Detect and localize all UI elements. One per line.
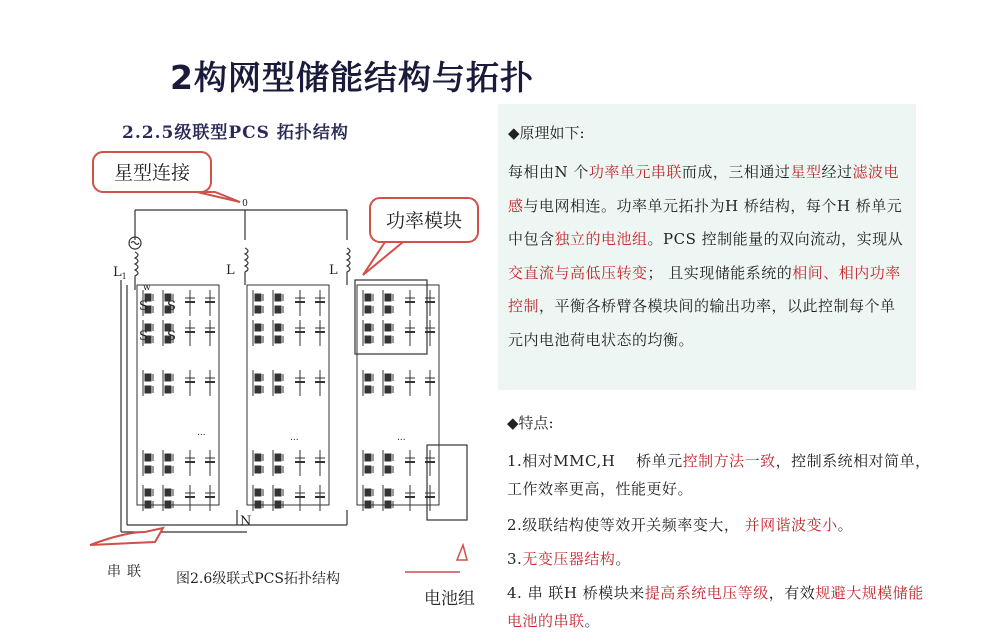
page-title: 2构网型储能结构与拓扑: [170, 58, 534, 97]
h-bridge-cell: [143, 450, 215, 476]
filter-inductors: [135, 248, 350, 285]
cascaded-pcs-topology-diagram: [85, 140, 505, 580]
body-text: ，控制系统相对简单，工作效率更高，性能更好。: [507, 452, 931, 498]
label-w: w: [143, 283, 151, 293]
features-heading: ◆特点:: [507, 414, 554, 432]
body-text: 经过: [821, 163, 853, 181]
switch-S2-label: S: [167, 299, 176, 314]
feature-item: [507, 447, 937, 503]
body-text: 与电网相连。功率单元拓扑为H 桥结构，每个H 桥单元中包含: [508, 196, 903, 248]
inductor-L2-label: L: [226, 263, 235, 278]
highlight-text: 交直流与高低压转变: [508, 263, 648, 282]
principle-heading: ◆原理如下:: [508, 124, 585, 142]
phase-column: [247, 285, 329, 511]
node-0-label: 0: [242, 199, 248, 209]
body-text: 。: [615, 550, 631, 568]
switch-S1-label: S: [139, 299, 148, 314]
top-bus: [129, 210, 347, 249]
h-bridge-cell: [253, 485, 325, 511]
highlight-text: 星型: [790, 163, 822, 181]
h-bridge-cell: [253, 370, 325, 396]
body-text: ，平衡各桥臂各模块间的输出功率，以此控制每个单元内电池荷电状态的均衡。: [508, 297, 896, 349]
h-bridge-cell: [253, 450, 325, 476]
series-label: 串联: [107, 564, 147, 580]
h-bridge-cell: [143, 320, 215, 346]
body-text: 1.相对MMC,H 桥单元: [507, 452, 683, 470]
inductor-L3-label: L: [329, 263, 338, 278]
switch-S4-label: S: [167, 329, 176, 344]
body-text: ； 且实现储能系统的: [647, 263, 793, 282]
h-bridge-cell: [363, 450, 435, 476]
principle-text: [508, 156, 908, 357]
body-text: 4. 串 联H 桥模块来: [507, 584, 645, 602]
feature-item: [507, 579, 937, 635]
principle-panel: [498, 104, 916, 390]
highlight-text: 无变压器结构: [522, 550, 616, 568]
body-text: 。: [837, 516, 854, 534]
figure-caption: 图2.6级联式PCS拓扑结构: [176, 571, 340, 587]
h-bridge-cell: [143, 485, 215, 511]
battery-group-label: 电池组: [424, 589, 475, 609]
highlight-text: 控制方法一致: [682, 452, 776, 470]
ellipsis-2: ...: [290, 433, 299, 443]
feature-item: [507, 545, 937, 573]
feature-item: [507, 511, 937, 539]
highlight-text: 相间、相内功率控制: [508, 263, 901, 315]
body-text: 2.级联结构使等效开关频率变大，: [507, 516, 745, 534]
ellipsis-3: ...: [397, 433, 406, 443]
neutral-bus: [121, 280, 347, 532]
h-bridge-cell: [253, 320, 325, 346]
h-bridge-cell: [363, 320, 435, 346]
highlight-text: 提高系统电压等级: [644, 584, 769, 602]
highlight-text: 独立的电池组: [554, 230, 648, 248]
switch-S3-label: S: [139, 329, 148, 344]
callout-star-text: 星型连接: [113, 162, 191, 184]
section-subtitle: 2.2.5级联型PCS 拓扑结构: [122, 123, 349, 143]
neutral-N-label: N: [240, 514, 252, 529]
series-callout-tail: [90, 528, 163, 545]
h-bridge-modules: [137, 285, 439, 511]
body-text: 而成，三相通过: [681, 163, 791, 181]
battery-highlight: [427, 445, 467, 520]
body-text: 。: [584, 612, 601, 630]
h-bridge-cell: [253, 290, 325, 316]
h-bridge-cell: [363, 290, 435, 316]
body-text: 每相由N 个: [508, 163, 589, 181]
features-section: [507, 412, 937, 641]
body-text: 3.: [507, 550, 523, 568]
phase-column: [137, 285, 219, 511]
h-bridge-cell: [363, 370, 435, 396]
h-bridge-cell: [143, 290, 215, 316]
body-text: ，有效: [768, 584, 816, 602]
h-bridge-cell: [143, 370, 215, 396]
highlight-text: 规避大规模储能电池的串联: [507, 584, 924, 630]
body-text: 。PCS 控制能量的双向流动，实现从: [647, 230, 904, 248]
highlight-text: 并网谐波变小: [744, 516, 838, 534]
inductor-L1-label: $L_1$: [113, 265, 127, 281]
battery-callout-tail: [457, 545, 467, 560]
callout-star-connection: [93, 152, 240, 202]
highlight-text: 滤波电感: [508, 163, 899, 215]
ellipsis-1: ...: [197, 428, 206, 438]
feature-list: [507, 447, 937, 635]
callout-power-module: [363, 198, 478, 275]
highlight-text: 功率单元串联: [588, 163, 682, 181]
h-bridge-cell: [363, 485, 435, 511]
callout-module-text: 功率模块: [385, 210, 463, 232]
